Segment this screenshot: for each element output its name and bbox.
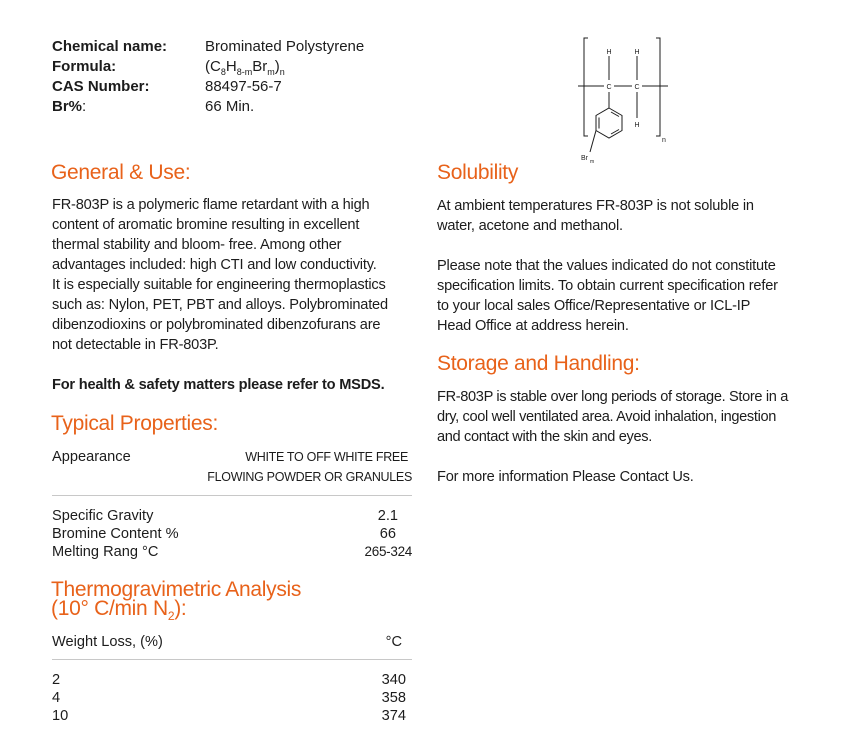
bromine-label: Br — [581, 155, 588, 162]
general-use-heading: General & Use: — [51, 161, 191, 184]
carbon-label: C — [634, 84, 640, 91]
bromine-m-label: m — [590, 159, 595, 165]
repeat-n-label: n — [662, 137, 666, 144]
weight-loss-column-header: Weight Loss, (%) — [52, 634, 163, 650]
solubility-paragraph: At ambient temperatures FR-803P is not soluble in water, acetone and methanol. — [437, 198, 754, 234]
safety-note: For health & safety matters please refer to MSDS. — [52, 377, 385, 393]
formula-value: $(C_8H_{8-m}Br_m)_n$ — [205, 58, 285, 77]
properties-divider — [52, 495, 412, 496]
storage-handling-heading: Storage and Handling: — [437, 352, 640, 375]
cas-number-value: 88497-56-7 — [205, 78, 282, 95]
formula-label: Formula: — [52, 58, 117, 75]
hydrogen-label: H — [634, 49, 640, 56]
cas-number-label: CAS Number: — [52, 78, 150, 95]
appearance-label: Appearance — [52, 449, 131, 465]
solubility-heading: Solubility — [437, 161, 519, 184]
typical-properties-heading: Typical Properties: — [51, 412, 219, 435]
chemical-name-label: Chemical name: — [52, 38, 168, 55]
specification-note-paragraph: Please note that the values indicated do not constitute specification limits. To obtain current specification refer to your local sales Office/Representative or ICL-IP Head Office at address herein. — [437, 258, 778, 334]
appearance-value-line2: FLOWING POWDER OR GRANULES — [207, 470, 412, 484]
chemical-structure-diagram — [570, 34, 690, 174]
bromine-percent-label: Br%: — [52, 98, 87, 115]
hydrogen-label: H — [634, 122, 640, 129]
hydrogen-label: H — [606, 49, 612, 56]
appearance-value-line1: WHITE TO OFF WHITE FREE — [245, 450, 408, 464]
general-use-paragraph: FR-803P is a polymeric flame retardant with a high content of aromatic bromine resulting in excellent thermal stability and bloom- free. Among other advantages included: high CTI and low conductivity. It is especially suitable for engineering thermoplastics such as: Nylon, PET, PBT and alloys. Polybrominated dibenzodioxins or polybrominated dibenzofurans are not detectable in FR-803P. — [52, 197, 388, 353]
tga-heading-line1: Thermogravimetric Analysis — [51, 578, 302, 601]
storage-handling-paragraph: FR-803P is stable over long periods of storage. Store in a dry, cool well ventilated area. Avoid inhalation, ingestion and contact with the skin and eyes. — [437, 389, 788, 445]
contact-line: For more information Please Contact Us. — [437, 469, 694, 485]
chemical-name-value: Brominated Polystyrene — [205, 38, 365, 55]
temperature-column-header: °C — [385, 634, 402, 650]
carbon-label: C — [606, 84, 612, 91]
bromine-percent-value: 66 Min. — [205, 98, 255, 115]
tga-divider — [52, 659, 412, 660]
tga-heading-line2: (10° C/min $N_2$): — [51, 597, 187, 623]
